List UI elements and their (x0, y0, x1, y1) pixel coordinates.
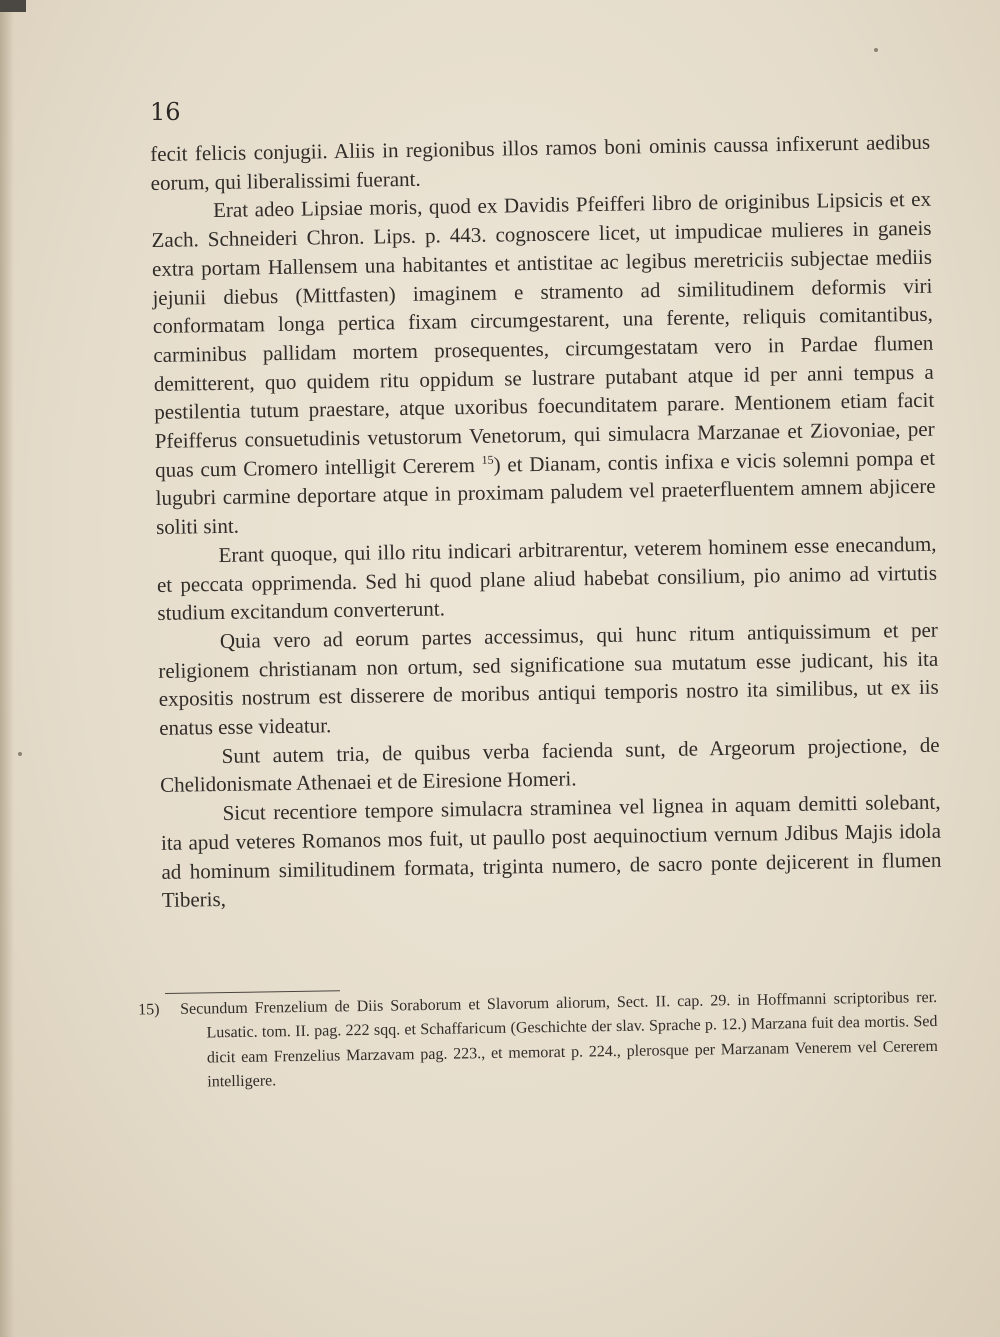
footnote-reference: 15 (481, 452, 494, 467)
page-number: 16 (150, 98, 181, 126)
corner-mark (0, 0, 26, 12)
paragraph-2 (151, 185, 936, 542)
footnote-separator (165, 990, 340, 994)
paragraph-2-continuation: ) et Dianam, contis infixa e vicis solemni pompa et lugubri carmine deportare atque in proximam paludem vel praeterfluentem amnem abjicere soliti sint. (155, 445, 936, 540)
paragraph-6: Sicut recentiore tempore simulacra straminea vel lignea in aquam demitti solebant, ita apud veteres Romanos mos fuit, ut paullo post aequinoctium vernum Jdibus Majis idola ad hominum similitudinem formata, triginta numero, de sacro ponte dejicerent in flumen Tiberis, (160, 789, 942, 913)
footnote-body (138, 986, 938, 1096)
main-text (150, 128, 942, 915)
paragraph-1: fecit felicis conjugii. Aliis in regionibus illos ramos boni ominis caussa infixerunt aedibus eorum, qui liberalissimi fuerant. (150, 129, 931, 195)
page-edge-shadow (0, 0, 14, 1337)
paragraph-5: Sunt autem tria, de quibus verba facienda sunt, de Argeorum projectione, de Chelidonismate Athenaei et de Eiresione Homeri. (159, 732, 940, 798)
paragraph-3: Erant quoque, qui illo ritu indicari arbitrarentur, veterem hominem esse enecandum, et peccata opprimenda. Sed hi quod plane aliud habebat consilium, pio animo ad virtutis studium excitandum converterunt. (156, 531, 938, 626)
paper-speck (874, 48, 878, 52)
paragraph-4: Quia vero ad eorum partes accessimus, qui hunc ritum antiquissimum et per religionem christianam non ortum, sed significatione sua mutatum esse judicant, his ita expositis nostrum est disserere de moribus antiqui temporis nostro ita similibus, ut ex iis enatus esse videatur. (158, 617, 939, 740)
paragraph-2-text: Erat adeo Lipsiae moris, quod ex Davidis Pfeifferi libro de originibus Lipsicis et ex Zach. Schneideri Chron. Lips. p. 443. cognoscere licet, ut impudicae mulieres in ganeis extra portam Hallensem una habitantes et antistitae ac legibus meretriciis subjectae mediis jejunii diebus (Mittfasten) imaginem e stramento ad similitudinem deformis viri conformatam longa pertica fixam circumgestarent, una ferente, reliquis comitantibus, carminibus pallidam mortem prosequentes, circumgestatam vero in Pardae flumen demitterent, quo quidem ritu oppidum se lustrare putabant atque id per anni tempus a pestilentia tutum praestare, atque uxoribus foecunditatem parare. Mentionem etiam facit Pfeifferus consuetudinis vetustorum Venetorum, qui simulacra Marzanae et Ziovoniae, per quas cum Cromero intelligit Cererem (151, 187, 935, 482)
footnote (138, 986, 938, 1096)
paper-speck (18, 752, 22, 756)
footnote-text: Secundum Frenzelium de Diis Soraborum et Slavorum aliorum, Sect. II. cap. 29. in Hoffmanni scriptoribus rer. Lusatic. tom. II. pag. 222 sqq. et Schaffaricum (Geschichte der slav. Sprache p. 12.) Marzana fuit dea mortis. Sed dicit eam Frenzelius Marzavam pag. 223., et memorat p. 224., plerosque per Marzanam Venerem vel Cererem intelligere. (180, 988, 938, 1091)
